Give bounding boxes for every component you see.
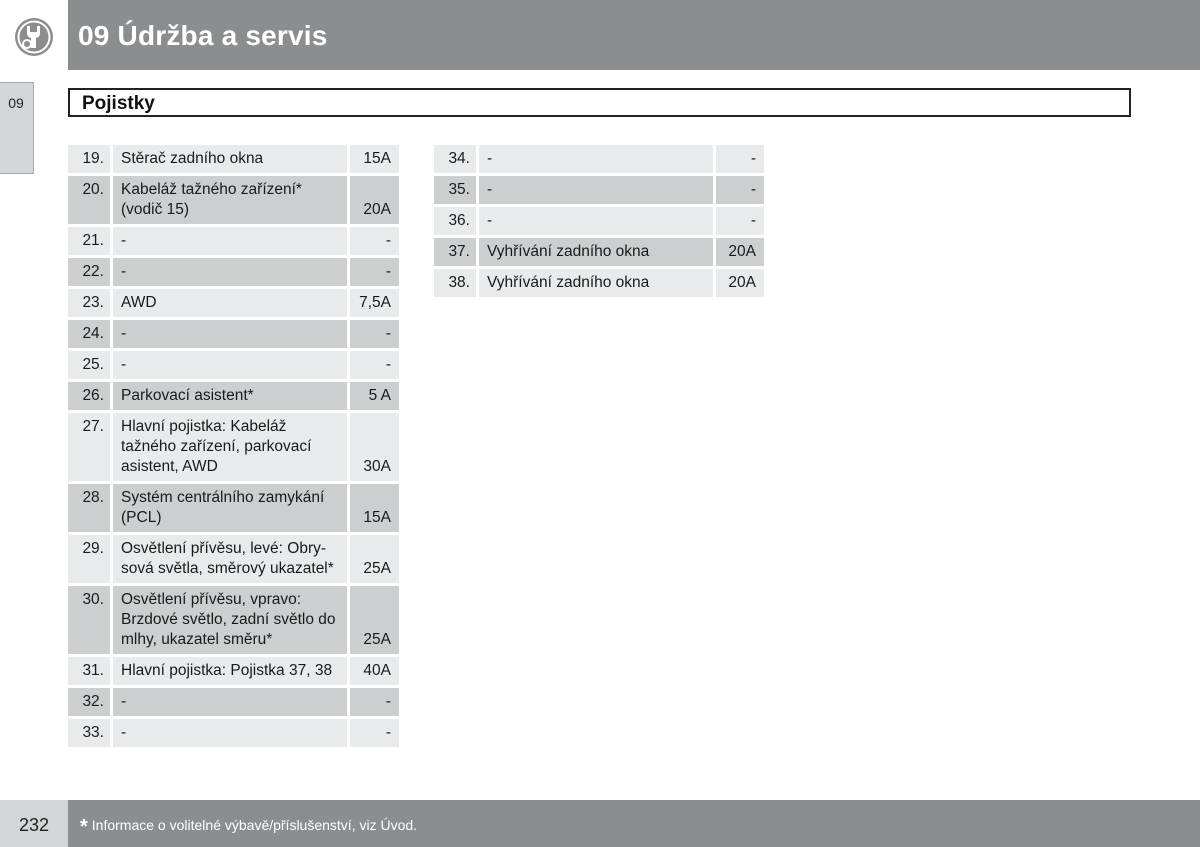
- page-number: 232: [18, 815, 50, 835]
- fuse-description: Vyhřívání zadního okna: [476, 238, 713, 266]
- chapter-tab-label: 09: [8, 95, 24, 111]
- footnote-text: Informace o volitelné výbavě/příslušenství, viz Úvod.: [91, 817, 418, 833]
- fuse-row: [68, 688, 399, 716]
- fuse-description: Systém centrálního zamykání (PCL): [110, 484, 347, 532]
- fuse-row: [434, 269, 764, 297]
- fuse-description: -: [110, 688, 347, 716]
- fuse-amperage: 40A: [347, 657, 399, 685]
- fuse-number: 25.: [68, 351, 110, 379]
- fuse-row: [434, 207, 764, 235]
- fuse-number: 37.: [434, 238, 476, 266]
- fuse-amperage: -: [347, 227, 399, 255]
- wrench-gear-icon: [14, 17, 54, 57]
- fuse-description: Hlavní pojistka: Kabeláž tažného zařízení, parkovací asistent, AWD: [110, 413, 347, 481]
- fuse-number: 34.: [434, 145, 476, 173]
- fuse-number: 30.: [68, 586, 110, 654]
- fuse-amperage: -: [347, 719, 399, 747]
- fuse-number: 21.: [68, 227, 110, 255]
- fuse-amperage: 5 A: [347, 382, 399, 410]
- fuse-description: Osvětlení přívěsu, vpravo: Brzdové světlo, zadní světlo do mlhy, ukazatel směru*: [110, 586, 347, 654]
- fuse-amperage: -: [713, 176, 764, 204]
- fuse-description: -: [476, 207, 713, 235]
- fuse-number: 24.: [68, 320, 110, 348]
- fuse-table-left: [68, 142, 399, 750]
- fuse-amperage: 25A: [347, 586, 399, 654]
- fuse-number: 22.: [68, 258, 110, 286]
- fuse-amperage: 15A: [347, 484, 399, 532]
- fuse-row: [68, 176, 399, 224]
- fuse-row: [68, 320, 399, 348]
- fuse-number: 26.: [68, 382, 110, 410]
- fuse-row: [68, 382, 399, 410]
- fuse-row: [68, 484, 399, 532]
- fuse-number: 38.: [434, 269, 476, 297]
- fuse-amperage: -: [713, 207, 764, 235]
- fuse-description: -: [110, 258, 347, 286]
- fuse-row: [434, 176, 764, 204]
- fuse-row: [68, 586, 399, 654]
- fuse-amperage: 7,5A: [347, 289, 399, 317]
- fuse-amperage: -: [347, 258, 399, 286]
- fuse-number: 33.: [68, 719, 110, 747]
- fuse-amperage: -: [347, 688, 399, 716]
- fuse-number: 20.: [68, 176, 110, 224]
- fuse-description: -: [110, 719, 347, 747]
- chapter-tab: [0, 82, 34, 174]
- fuse-number: 23.: [68, 289, 110, 317]
- fuse-description: -: [476, 145, 713, 173]
- fuse-number: 32.: [68, 688, 110, 716]
- fuse-number: 28.: [68, 484, 110, 532]
- chapter-title: 09 Údržba a servis: [78, 20, 328, 51]
- fuse-row: [68, 535, 399, 583]
- fuse-description: Stěrač zadního okna: [110, 145, 347, 173]
- fuse-row: [68, 413, 399, 481]
- fuse-amperage: 20A: [713, 269, 764, 297]
- fuse-number: 36.: [434, 207, 476, 235]
- fuse-table-left-body: [68, 145, 399, 747]
- fuse-amperage: -: [347, 320, 399, 348]
- fuse-table-right: [434, 142, 764, 300]
- fuse-description: Hlavní pojistka: Pojistka 37, 38: [110, 657, 347, 685]
- footnote-star: *: [80, 816, 88, 838]
- fuse-row: [434, 145, 764, 173]
- fuse-description: Kabeláž tažného zařízení* (vodič 15): [110, 176, 347, 224]
- fuse-description: -: [110, 320, 347, 348]
- fuse-number: 35.: [434, 176, 476, 204]
- fuse-row: [434, 238, 764, 266]
- fuse-number: 31.: [68, 657, 110, 685]
- fuse-row: [68, 657, 399, 685]
- section-heading-box: [68, 88, 1131, 117]
- fuse-row: [68, 289, 399, 317]
- fuse-amperage: 15A: [347, 145, 399, 173]
- fuse-row: [68, 351, 399, 379]
- footer-bar: [68, 800, 1200, 847]
- header-icon-box: [0, 0, 68, 70]
- fuse-description: -: [110, 227, 347, 255]
- fuse-row: [68, 227, 399, 255]
- fuse-amperage: -: [347, 351, 399, 379]
- fuse-description: Parkovací asistent*: [110, 382, 347, 410]
- section-title: Pojistky: [82, 93, 155, 114]
- fuse-number: 27.: [68, 413, 110, 481]
- fuse-number: 19.: [68, 145, 110, 173]
- fuse-description: AWD: [110, 289, 347, 317]
- fuse-number: 29.: [68, 535, 110, 583]
- fuse-description: Vyhřívání zadního okna: [476, 269, 713, 297]
- fuse-row: [68, 145, 399, 173]
- fuse-amperage: 25A: [347, 535, 399, 583]
- fuse-amperage: 30A: [347, 413, 399, 481]
- header-bar: [68, 0, 1200, 70]
- fuse-description: -: [476, 176, 713, 204]
- fuse-amperage: -: [713, 145, 764, 173]
- fuse-description: Osvětlení přívěsu, levé: Obry- sová světla, směrový ukazatel*: [110, 535, 347, 583]
- fuse-row: [68, 258, 399, 286]
- fuse-row: [68, 719, 399, 747]
- fuse-amperage: 20A: [347, 176, 399, 224]
- fuse-table-right-body: [434, 145, 764, 297]
- footnote: [80, 816, 417, 839]
- fuse-amperage: 20A: [713, 238, 764, 266]
- footer-page-box: [0, 800, 68, 847]
- fuse-description: -: [110, 351, 347, 379]
